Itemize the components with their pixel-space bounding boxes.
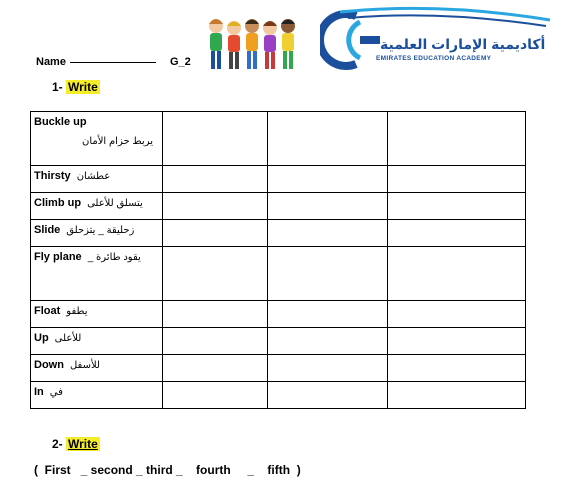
word-english: Slide xyxy=(34,224,61,236)
question-2-label: Write xyxy=(68,437,98,451)
answer-cell[interactable] xyxy=(268,355,388,382)
answer-cell[interactable] xyxy=(163,355,268,382)
word-arabic: يطفو xyxy=(66,306,88,317)
table-row xyxy=(31,382,526,409)
word-english: In xyxy=(34,386,44,398)
table-row xyxy=(31,301,526,328)
word-arabic: زحليقة _ يتزحلق xyxy=(66,225,135,236)
word-cell xyxy=(31,355,163,382)
answer-cell[interactable] xyxy=(268,220,388,247)
answer-cell[interactable] xyxy=(163,166,268,193)
table-row xyxy=(31,112,526,166)
answer-cell[interactable] xyxy=(388,166,526,193)
academy-logo-english: EMIRATES EDUCATION ACADEMY xyxy=(376,55,492,62)
table-row xyxy=(31,355,526,382)
answer-cell[interactable] xyxy=(163,220,268,247)
word-english: Fly plane xyxy=(34,251,82,263)
answer-cell[interactable] xyxy=(388,247,526,301)
answer-cell[interactable] xyxy=(268,328,388,355)
children-illustration xyxy=(202,14,306,76)
answer-cell[interactable] xyxy=(388,355,526,382)
word-english: Buckle up xyxy=(34,116,87,128)
answer-cell[interactable] xyxy=(388,220,526,247)
answer-cell[interactable] xyxy=(163,301,268,328)
question-1-label: Write xyxy=(68,80,98,94)
word-arabic: يقود طائرة _ xyxy=(87,252,141,263)
answer-cell[interactable] xyxy=(268,166,388,193)
table-row xyxy=(31,193,526,220)
word-arabic: يتسلق للأعلى xyxy=(87,198,143,209)
word-english: Thirsty xyxy=(34,170,71,182)
word-arabic: عطشان xyxy=(76,171,111,182)
word-cell xyxy=(31,301,163,328)
name-field[interactable] xyxy=(36,56,156,68)
answer-cell[interactable] xyxy=(388,193,526,220)
word-cell xyxy=(31,220,163,247)
answer-cell[interactable] xyxy=(268,301,388,328)
answer-cell[interactable] xyxy=(268,382,388,409)
word-cell xyxy=(31,193,163,220)
table-row xyxy=(31,328,526,355)
word-english: Climb up xyxy=(34,197,82,209)
answer-cell[interactable] xyxy=(388,301,526,328)
table-row xyxy=(31,220,526,247)
word-arabic: في xyxy=(49,387,63,398)
word-cell xyxy=(31,328,163,355)
word-arabic: يربط حزام الأمان xyxy=(81,136,153,147)
word-english: Up xyxy=(34,332,49,344)
table-row xyxy=(31,166,526,193)
word-cell xyxy=(31,112,163,166)
answer-cell[interactable] xyxy=(268,193,388,220)
word-cell xyxy=(31,382,163,409)
answer-cell[interactable] xyxy=(163,247,268,301)
name-blank[interactable] xyxy=(70,62,156,63)
answer-cell[interactable] xyxy=(268,112,388,166)
answer-cell[interactable] xyxy=(163,328,268,355)
word-cell xyxy=(31,166,163,193)
answer-cell[interactable] xyxy=(388,112,526,166)
question-2-title xyxy=(52,437,100,451)
academy-logo-arabic: أكاديمية الإمارات العلمية xyxy=(380,36,546,52)
word-bank: ( First _ second _ third _ fourth _ fifth ) xyxy=(34,463,301,477)
answer-cell[interactable] xyxy=(163,112,268,166)
name-label: Name xyxy=(36,56,66,68)
answer-cell[interactable] xyxy=(388,328,526,355)
word-arabic: للأعلى xyxy=(54,333,82,344)
answer-cell[interactable] xyxy=(388,382,526,409)
grade-label: G_2 xyxy=(170,56,191,68)
word-cell xyxy=(31,247,163,301)
answer-cell[interactable] xyxy=(163,382,268,409)
word-english: Float xyxy=(34,305,61,317)
question-2-number: 2- xyxy=(52,437,63,451)
word-arabic: للأسفل xyxy=(69,360,100,371)
question-1-number: 1- xyxy=(52,80,63,94)
word-english: Down xyxy=(34,359,64,371)
answer-cell[interactable] xyxy=(268,247,388,301)
table-row xyxy=(31,247,526,301)
vocabulary-table xyxy=(30,111,526,409)
question-1-title xyxy=(52,80,100,94)
answer-cell[interactable] xyxy=(163,193,268,220)
